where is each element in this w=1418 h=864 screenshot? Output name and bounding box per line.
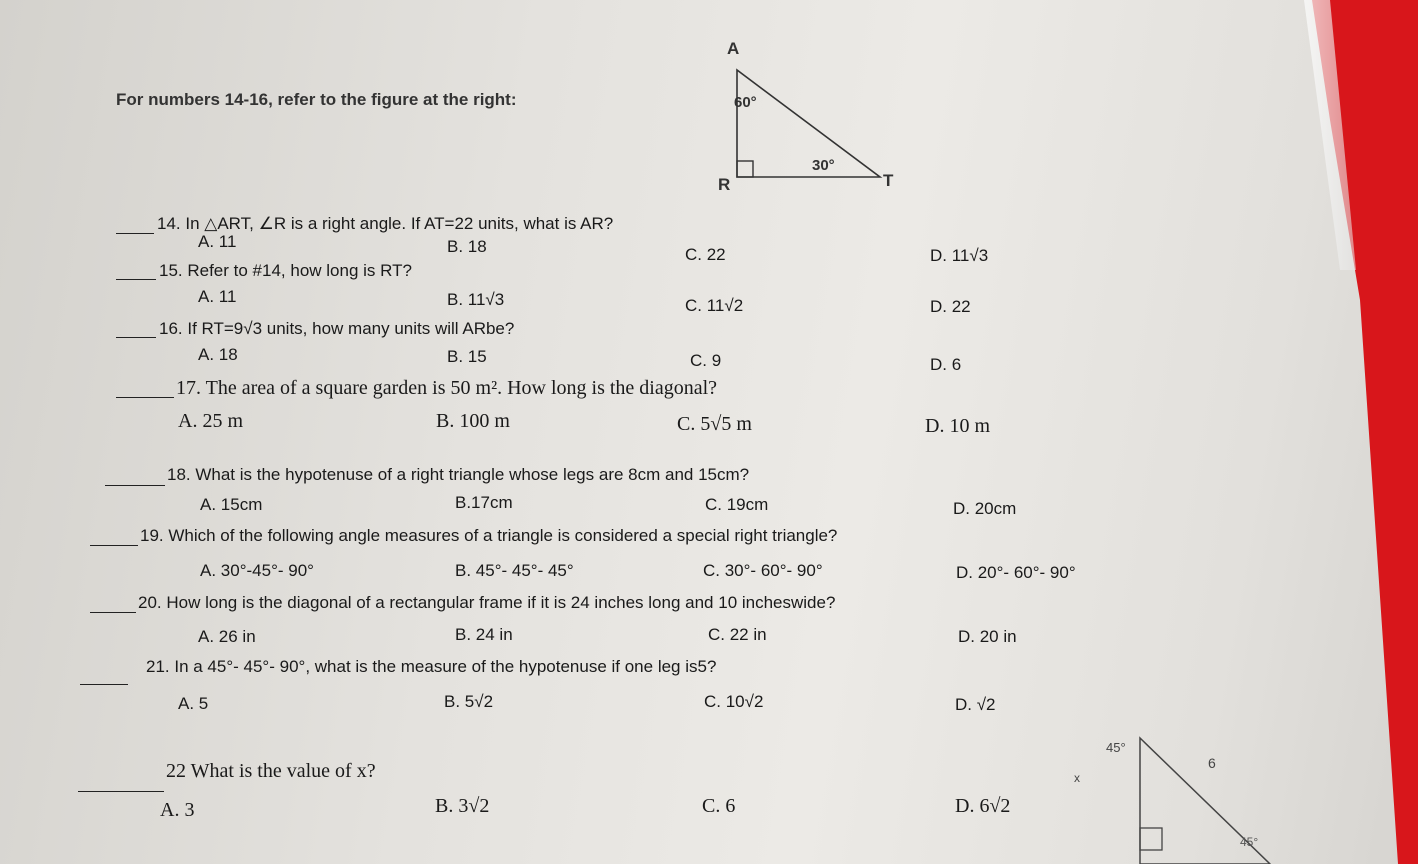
q21-option-a[interactable]: A. 5 [178,694,209,713]
answer-blank-14[interactable] [116,233,154,234]
q19-option-d[interactable]: D. 20°- 60°- 90° [956,563,1076,582]
q19-option-b[interactable]: B. 45°- 45°- 45° [455,561,574,580]
angle-a-label: 60° [734,94,757,111]
vertex-t-label: T [883,171,894,190]
answer-blank-17[interactable] [116,397,174,398]
q21-option-c[interactable]: C. 10√2 [704,692,764,711]
q20-option-d[interactable]: D. 20 in [958,627,1017,646]
question-18-stem: 18. What is the hypotenuse of a right triangle whose legs are 8cm and 15cm? [167,465,750,484]
q20-option-b[interactable]: B. 24 in [455,625,513,644]
answer-blank-21[interactable] [80,684,128,685]
q15-option-a[interactable]: A. 11 [198,287,237,306]
answer-blank-22[interactable] [78,791,164,792]
q14-option-c[interactable]: C. 22 [685,245,726,264]
answer-blank-19[interactable] [90,545,138,546]
q19-option-c[interactable]: C. 30°- 60°- 90° [703,561,823,580]
question-19-stem: 19. Which of the following angle measures of a triangle is considered a special right triangle? [140,526,838,545]
q18-option-d[interactable]: D. 20cm [953,499,1017,518]
instructions-heading: For numbers 14-16, refer to the figure at the right: [116,90,517,109]
q18-option-c[interactable]: C. 19cm [705,495,769,514]
q20-option-a[interactable]: A. 26 in [198,627,256,646]
angle-t-label: 30° [812,157,835,174]
angle-top-label: 45° [1106,740,1126,755]
q18-option-a[interactable]: A. 15cm [200,495,263,514]
answer-blank-20[interactable] [90,612,136,613]
q18-option-b[interactable]: B.17cm [455,493,513,512]
q16-option-a[interactable]: A. 18 [198,345,238,364]
answer-blank-16[interactable] [116,337,156,338]
q14-option-b[interactable]: B. 18 [447,237,487,256]
triangle-art-figure [700,30,920,200]
q22-option-a[interactable]: A. 3 [160,799,195,821]
question-20-stem: 20. How long is the diagonal of a rectangular frame if it is 24 inches long and 10 incheswide? [138,593,836,612]
q17-option-c[interactable]: C. 5√5 m [677,413,752,435]
vertex-r-label: R [718,175,731,194]
vertex-a-label: A [727,39,740,58]
q14-option-a[interactable]: A. 11 [198,232,237,251]
angle-bottom-label: 45° [1240,835,1259,849]
q15-option-d[interactable]: D. 22 [930,297,971,316]
q17-option-a[interactable]: A. 25 m [178,410,243,432]
side-leg-label: x [1074,771,1080,785]
q17-option-b[interactable]: B. 100 m [436,410,510,432]
answer-blank-15[interactable] [116,279,156,280]
question-16-stem: 16. If RT=9√3 units, how many units will ARbe? [159,319,515,338]
q16-option-d[interactable]: D. 6 [930,355,962,374]
side-hyp-label: 6 [1208,755,1216,771]
q16-option-c[interactable]: C. 9 [690,351,722,370]
question-21-stem: 21. In a 45°- 45°- 90°, what is the measure of the hypotenuse if one leg is5? [146,657,717,676]
question-14-stem: 14. In △ART, ∠R is a right angle. If AT=22 units, what is AR? [157,214,614,233]
q21-option-d[interactable]: D. √2 [955,695,996,714]
question-15-stem: 15. Refer to #14, how long is RT? [159,261,412,280]
q22-option-c[interactable]: C. 6 [702,795,736,817]
answer-blank-18[interactable] [105,485,165,486]
q19-option-a[interactable]: A. 30°-45°- 90° [200,561,314,580]
q14-option-d[interactable]: D. 11√3 [930,246,989,265]
q17-option-d[interactable]: D. 10 m [925,415,990,437]
q22-option-b[interactable]: B. 3√2 [435,795,490,817]
triangle-x-figure [1074,728,1280,864]
q22-option-d[interactable]: D. 6√2 [955,795,1011,817]
q21-option-b[interactable]: B. 5√2 [444,692,494,711]
q16-option-b[interactable]: B. 15 [447,347,487,366]
question-22-stem: 22 What is the value of x? [166,760,376,782]
q20-option-c[interactable]: C. 22 in [708,625,767,644]
q15-option-b[interactable]: B. 11√3 [447,290,505,309]
q15-option-c[interactable]: C. 11√2 [685,296,744,315]
question-17-stem: 17. The area of a square garden is 50 m². How long is the diagonal? [176,377,718,399]
